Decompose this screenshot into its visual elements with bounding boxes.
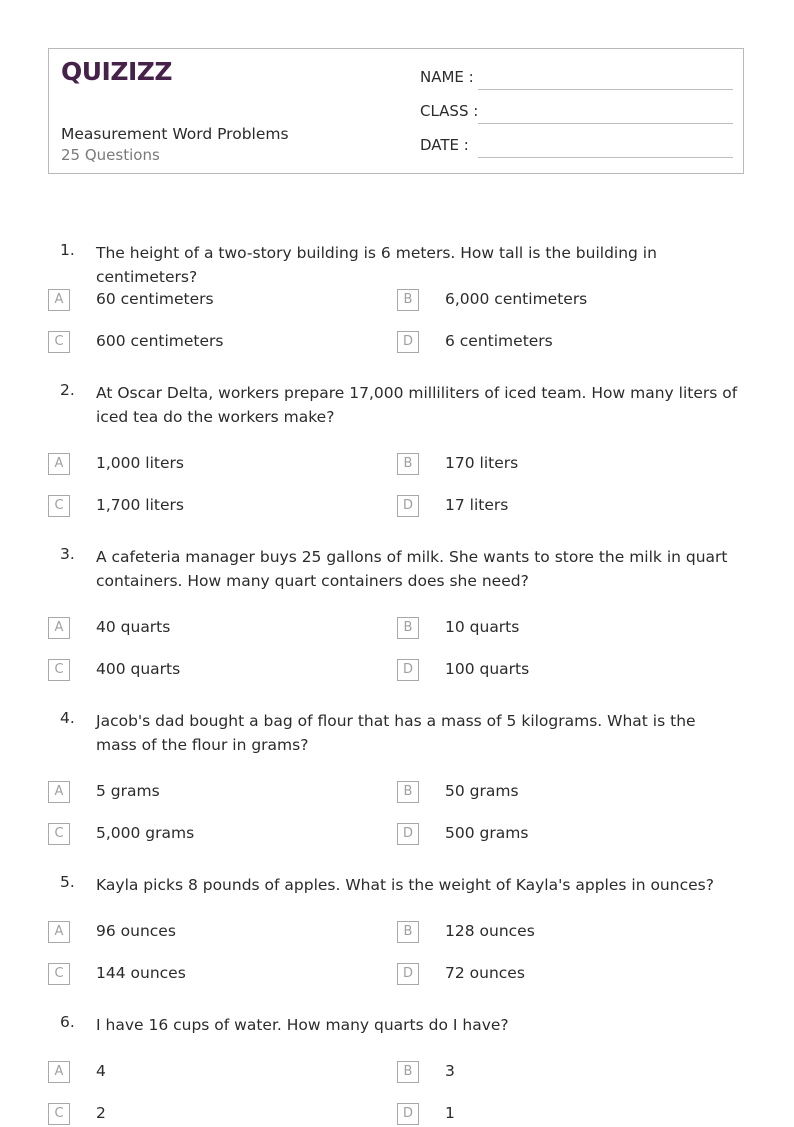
question-number: 4. (60, 709, 75, 727)
option-text: 500 grams (445, 824, 529, 842)
class-label: CLASS : (420, 102, 479, 120)
question-text: A cafeteria manager buys 25 gallons of milk. She wants to store the milk in quart containers. How many quart containers does she need? (96, 548, 728, 590)
option-letter-box: A (48, 453, 70, 475)
option-text: 6,000 centimeters (445, 290, 588, 308)
option-letter-box: D (397, 331, 419, 353)
class-line[interactable] (478, 123, 733, 124)
option-letter-box: C (48, 659, 70, 681)
worksheet-title: Measurement Word Problems (61, 125, 289, 143)
option-text: 1,000 liters (96, 454, 184, 472)
option-letter-box: D (397, 1103, 419, 1125)
option-text: 1 (445, 1104, 455, 1122)
option-text: 400 quarts (96, 660, 181, 678)
option-text: 40 quarts (96, 618, 171, 636)
question-number: 6. (60, 1013, 75, 1031)
option-letter-box: D (397, 659, 419, 681)
option-text: 170 liters (445, 454, 519, 472)
option-text: 5 grams (96, 782, 160, 800)
option-letter-box: C (48, 495, 70, 517)
option-letter-box: B (397, 289, 419, 311)
option-letter-box: D (397, 495, 419, 517)
option-text: 6 centimeters (445, 332, 553, 350)
option-text: 10 quarts (445, 618, 520, 636)
option-text: 5,000 grams (96, 824, 195, 842)
option-text: 600 centimeters (96, 332, 224, 350)
option-text: 72 ounces (445, 964, 525, 982)
option-letter-box: B (397, 921, 419, 943)
option-text: 2 (96, 1104, 106, 1122)
question-number: 1. (60, 241, 75, 259)
option-letter-box: B (397, 453, 419, 475)
date-line[interactable] (478, 157, 733, 158)
option-text: 96 ounces (96, 922, 176, 940)
option-letter-box: D (397, 963, 419, 985)
option-letter-box: C (48, 1103, 70, 1125)
question-count: 25 Questions (61, 146, 160, 164)
option-letter-box: B (397, 1061, 419, 1083)
question-text: Jacob's dad bought a bag of flour that has a mass of 5 kilograms. What is the mass of the flour in grams? (96, 712, 696, 754)
option-text: 50 grams (445, 782, 519, 800)
option-letter-box: C (48, 963, 70, 985)
option-letter-box: A (48, 921, 70, 943)
option-letter-box: B (397, 617, 419, 639)
question-text: At Oscar Delta, workers prepare 17,000 milliliters of iced team. How many liters of iced tea do the workers make? (96, 384, 738, 426)
option-text: 128 ounces (445, 922, 535, 940)
question-number: 5. (60, 873, 75, 891)
option-text: 17 liters (445, 496, 509, 514)
date-field (420, 134, 733, 158)
option-text: 4 (96, 1062, 106, 1080)
option-letter-box: B (397, 781, 419, 803)
option-letter-box: A (48, 781, 70, 803)
question-number: 2. (60, 381, 75, 399)
option-text: 3 (445, 1062, 455, 1080)
question-number: 3. (60, 545, 75, 563)
option-letter-box: C (48, 331, 70, 353)
question-text: Kayla picks 8 pounds of apples. What is the weight of Kayla's apples in ounces? (96, 876, 714, 894)
option-letter-box: D (397, 823, 419, 845)
question-text: The height of a two-story building is 6 meters. How tall is the building in centimeters? (96, 244, 657, 286)
option-text: 60 centimeters (96, 290, 214, 308)
option-letter-box: A (48, 1061, 70, 1083)
option-text: 100 quarts (445, 660, 530, 678)
option-letter-box: C (48, 823, 70, 845)
option-text: 144 ounces (96, 964, 186, 982)
class-field (420, 100, 733, 124)
option-letter-box: A (48, 617, 70, 639)
option-letter-box: A (48, 289, 70, 311)
option-text: 1,700 liters (96, 496, 184, 514)
worksheet-header (48, 48, 744, 174)
date-label: DATE : (420, 136, 469, 154)
quizizz-logo: QUIZIZZ (61, 57, 173, 86)
name-line[interactable] (478, 89, 733, 90)
name-field (420, 66, 733, 90)
question-text: I have 16 cups of water. How many quarts do I have? (96, 1016, 509, 1034)
name-label: NAME : (420, 68, 474, 86)
